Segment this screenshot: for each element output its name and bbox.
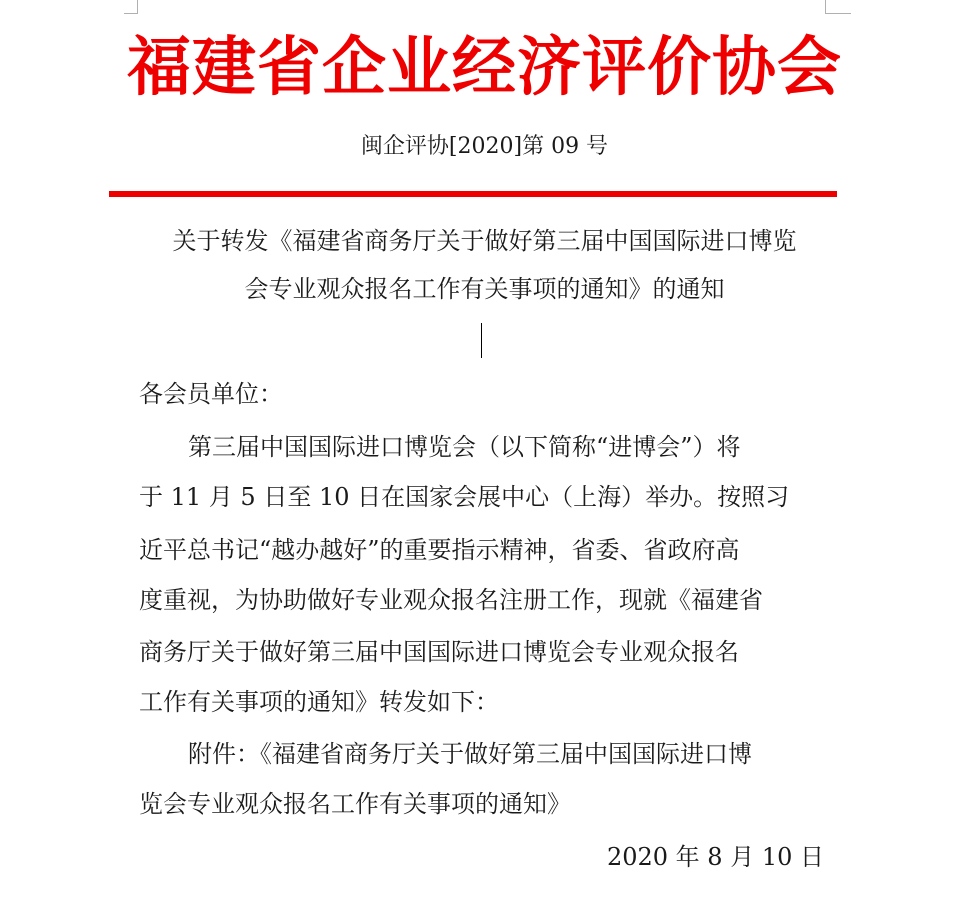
page-corner-mark-left xyxy=(124,0,138,14)
attachment-line: 览会专业观众报名工作有关事项的通知》 xyxy=(139,790,571,818)
body-line: 于 11 月 5 日至 10 日在国家会展中心（上海）举办。按照习 xyxy=(139,483,790,511)
body-line: 近平总书记“越办越好”的重要指示精神，省委、省政府高 xyxy=(139,536,740,564)
document-date: 2020 年 8 月 10 日 xyxy=(606,843,824,871)
document-title-line-1: 关于转发《福建省商务厅关于做好第三届中国国际进口博览 xyxy=(172,227,797,255)
org-header-title: 福建省企业经济评价协会 xyxy=(127,31,842,105)
page-corner-mark-right xyxy=(825,0,851,14)
document-title-line-2: 会专业观众报名工作有关事项的通知》的通知 xyxy=(244,275,725,303)
body-line: 第三届中国国际进口博览会（以下简称“进博会”）将 xyxy=(188,433,741,461)
salutation: 各会员单位： xyxy=(139,380,283,408)
body-line: 商务厅关于做好第三届中国国际进口博览会专业观众报名 xyxy=(139,638,739,666)
document-number: 闽企评协[2020]第 09 号 xyxy=(360,134,609,159)
red-separator-rule xyxy=(109,191,837,197)
text-cursor xyxy=(481,323,482,358)
body-line: 度重视，为协助做好专业观众报名注册工作，现就《福建省 xyxy=(139,586,763,614)
body-line: 工作有关事项的通知》转发如下： xyxy=(139,688,499,716)
attachment-line: 附件：《福建省商务厅关于做好第三届中国国际进口博 xyxy=(188,740,752,768)
